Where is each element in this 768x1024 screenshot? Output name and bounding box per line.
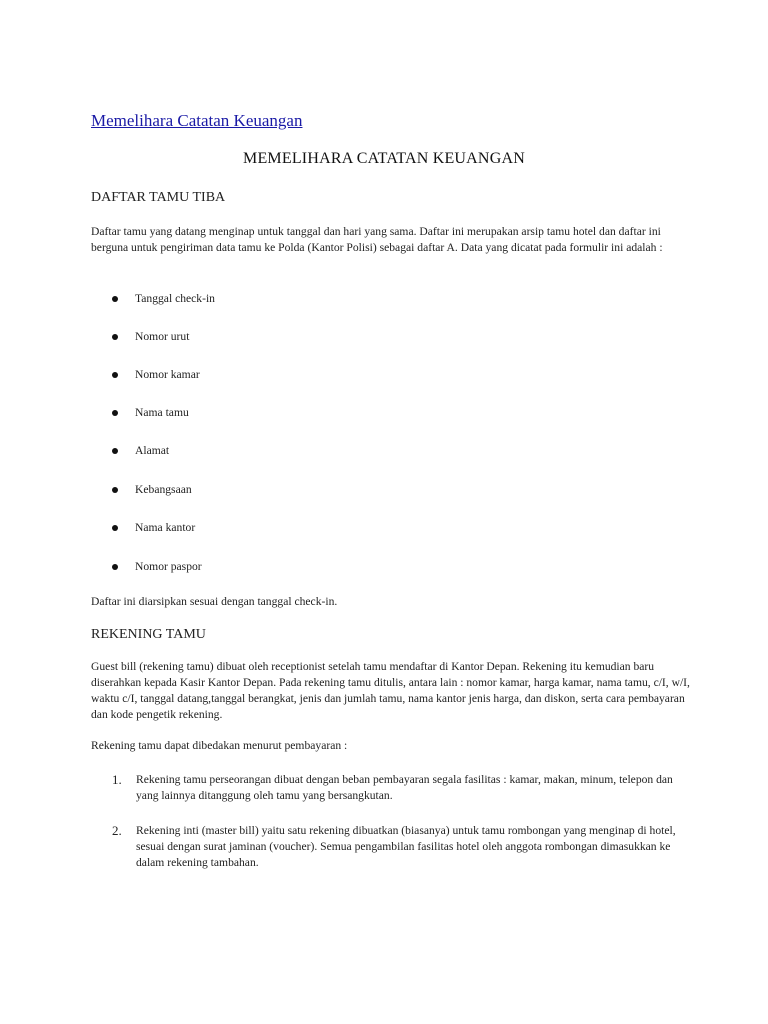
list-item-text: Nomor urut (135, 330, 190, 343)
list-item-text: Nomor kamar (135, 368, 200, 381)
list-item-text: Tanggal check-in (135, 292, 215, 305)
section-heading-daftar-tamu-tiba: DAFTAR TAMU TIBA (91, 190, 226, 205)
list-number: 2. (112, 823, 122, 838)
bullet-icon (112, 525, 118, 531)
bullet-icon (112, 334, 118, 340)
bullet-icon (112, 448, 118, 454)
list-number: 1. (112, 772, 122, 787)
list-item-text: Nama tamu (135, 406, 189, 419)
bullet-icon (112, 296, 118, 302)
document-heading: MEMELIHARA CATATAN KEUANGAN (243, 150, 525, 167)
section-intro-paragraph: Daftar tamu yang datang menginap untuk tanggal dan hari yang sama. Daftar ini merupakan arsip tamu hotel dan daftar ini berguna untuk pengiriman data tamu ke Polda (Kantor Polisi) sebagai daftar A. Data yang dicatat pada formulir ini adalah : (91, 225, 663, 254)
list-item-text: Kebangsaan (135, 483, 192, 496)
section-heading-rekening-tamu: REKENING TAMU (91, 627, 206, 642)
rekening-intro-paragraph: Guest bill (rekening tamu) dibuat oleh receptionist setelah tamu mendaftar di Kantor Depan. Rekening itu kemudian baru diserahkan kepada Kasir Kantor Depan. Pada rekening tamu ditulis, antara lain : nomor kamar, harga kamar, nama tamu, c/I, w/I, waktu c/I, tanggal datang,tanggal berangkat, jenis dan jumlah tamu, nama kantor jenis harga, dan diskon, serta cara pembayaran dan kode pengetik rekening. (91, 660, 690, 721)
section-closing-paragraph: Daftar ini diarsipkan sesuai dengan tanggal check-in. (91, 595, 338, 608)
bullet-icon (112, 372, 118, 378)
list-item-text: Alamat (135, 444, 170, 457)
rekening-types-intro: Rekening tamu dapat dibedakan menurut pembayaran : (91, 739, 348, 752)
bullet-icon (112, 487, 118, 493)
document-title-link[interactable]: Memelihara Catatan Keuangan (91, 111, 303, 130)
bullet-icon (112, 564, 118, 570)
list-item-text: Nomor paspor (135, 560, 202, 573)
list-item-text: Rekening tamu perseorangan dibuat dengan beban pembayaran segala fasilitas : kamar, makan, minum, telepon dan yang lainnya ditanggung oleh tamu yang bersangkutan. (136, 773, 673, 802)
bullet-icon (112, 410, 118, 416)
list-item-text: Rekening inti (master bill) yaitu satu rekening dibuatkan (biasanya) untuk tamu rombongan yang menginap di hotel, sesuai dengan surat jaminan (voucher). Semua pengambilan fasilitas hotel oleh anggota rombongan dimasukkan ke dalam rekening tambahan. (136, 824, 676, 869)
list-item-text: Nama kantor (135, 521, 196, 534)
